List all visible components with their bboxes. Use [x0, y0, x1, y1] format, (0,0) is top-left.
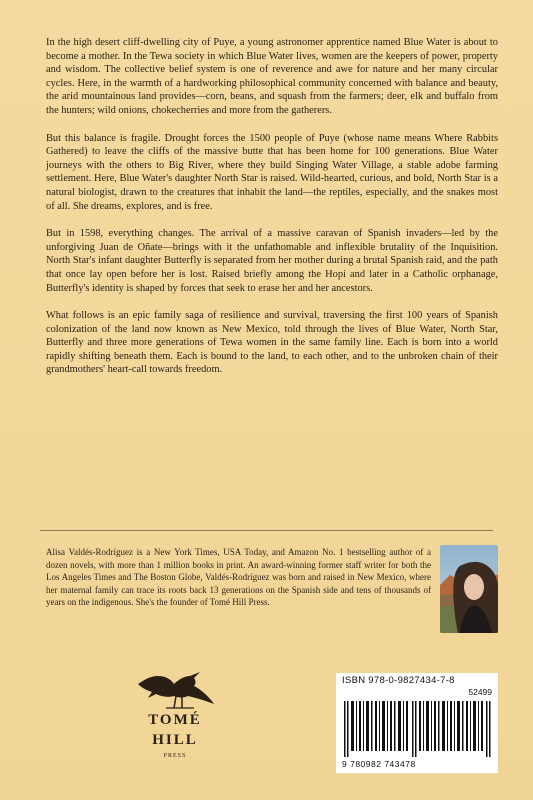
isbn-number: ISBN 978-0-9827434-7-8 — [342, 675, 455, 686]
price-code: 52499 — [468, 687, 492, 697]
publisher-name-line-2: HILL — [152, 732, 198, 748]
barcode-number: 9 780982 743478 — [342, 759, 416, 769]
book-description — [46, 36, 498, 391]
publisher-name-line-1: TOMÉ — [148, 712, 202, 728]
description-paragraph-2: But this balance is fragile. Drought forces the 1500 people of Puye (whose name means Where Rabbits Gathered) to leave the cliffs of the massive butte that has been home for 100 generations. Blue Water journeys with the others to Big River, where they build Singing Water Village, a stable adobe farming settlement. Here, Blue Water's daughter North Star is raised. Wild-hearted, curious, and bold, North Star is a natural biologist, drawn to the creatures that inhabit the land—the reptiles, especially, and the snakes most of all. She dreams, explores, and is free. — [46, 132, 498, 212]
description-paragraph-3: But in 1598, everything changes. The arrival of a massive caravan of Spanish invaders—led by the unforgiving Juan de Oñate—brings with it the unfathomable and inflexible brutality of the Inquisition. North Star's infant daughter Butterfly is separated from her mother during a brutal Spanish raid, and the path that once lay open before her is lost. Raised briefly among the Hopi and later in a Catholic orphanage, Butterfly's identity is shaped by forces that seek to erase her and her ancestors. — [46, 228, 498, 294]
section-divider — [40, 530, 493, 531]
author-photo — [440, 545, 498, 633]
raven-icon — [130, 654, 220, 712]
publisher-logo — [130, 654, 220, 780]
publisher-name-line-3: PRESS — [163, 753, 187, 759]
description-paragraph-1: In the high desert cliff-dwelling city of Puye, a young astronomer apprentice named Blue Water is about to become a mother. In the Tewa society in which Blue Water lives, women are the keepers of power, property and wisdom. The collective belief system is one of reverence and awe for nature and her many circular cycles. Here, in the warmth of a hardworking philosophical community concerned with balance and beauty, the arid mountainous land provides—corn, beans, and squash from the farmers; deer, elk and buffalo from the hunters; wild onions, chokecherries and more from the gatherers. — [46, 37, 498, 116]
author-bio: Alisa Valdés-Rodríguez is a New York Times, USA Today, and Amazon No. 1 bestselling author of a dozen novels, with more than 1 million books in print. An award-winning former staff writer for both the Los Angeles Times and The Boston Globe, Valdés-Rodríguez was born and raised in New Mexico, where her maternal family can trace its roots back 13 generations on the Spanish side and tens of thousands of years on the indigenous. She's the founder of Tomé Hill Press. — [46, 547, 431, 608]
barcode — [336, 673, 498, 773]
barcode-bars — [342, 701, 492, 757]
description-paragraph-4: What follows is an epic family saga of resilience and survival, traversing the first 100 years of Spanish colonization of the land now known as New Mexico, told through the lives of Blue Water, North Star, Butterfly and three more generations of Tewa women in the same family line. Each is born into a world rapidly shifting beneath them. Each is bound to the land, to each other, and to the unbroken chain of their grandmothers' heart-call towards freedom. — [46, 310, 498, 376]
